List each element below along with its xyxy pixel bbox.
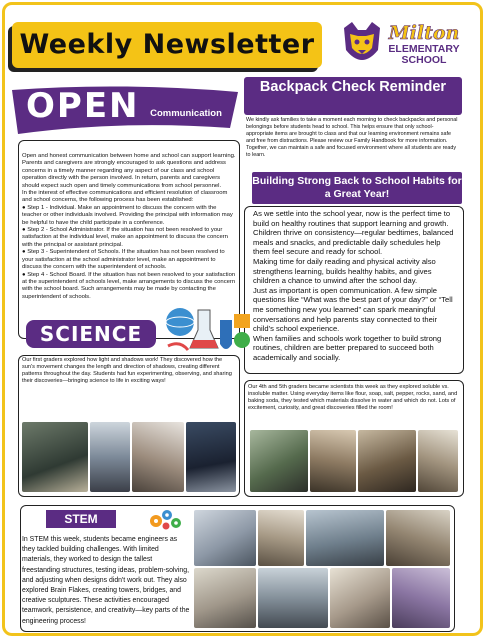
school-subtitle-logo: ELEMENTARY SCHOOL (388, 43, 460, 66)
open-paragraph: Open and honest communication between home and school can support learning. Parents and caregivers are strongly encouraged to ask questions and address concerns in a timely manner regarding any aspect of our class and school operation directly with the person involved. In return, parents and caregivers should expect such open and timely communications from school personnel. (22, 153, 236, 189)
first-grade-text: Our first graders explored how light and shadows work! They discovered how the sun's movement changes the length and direction of shadows, creating different patterns throughout the day. Students had fun experimenting, observing, and sharing their discoveries—bringing science to life in exciting ways! (22, 357, 232, 385)
science-photo (358, 430, 416, 492)
open-step: ● Step 3 - Superintendent of Schools. If the situation has not been resolved to your satisfaction at the school administrator level, make an appointment to discuss the concern with the superintendent of schools. (22, 249, 225, 271)
science-photo (186, 422, 236, 492)
communication-tag: Communication (150, 108, 222, 119)
stem-photo (386, 510, 450, 566)
habits-paragraph: Making time for daily reading and physical activity also strengthens learning, builds healthy habits, and gives children a chance to unwind after the school day. (253, 256, 436, 286)
stem-photo (306, 510, 384, 566)
habits-text (253, 209, 458, 363)
backpack-text: We kindly ask families to take a moment each morning to check backpacks and personal belongings before students head to school. This helps ensure that only school-appropriate items are brought to class and that our learning environment remains safe and free from distractions. Please review our Family Handbook for more information. Together, we can maintain a safe and focused environment where all students are ready to learn. (246, 117, 458, 158)
habits-paragraph: As we settle into the school year, now is the perfect time to build on healthy routines that support learning and growth. Children thrive on consistency—regular bedtimes, balanced meals and snacks, and predictable daily schedules help them feel secure and ready for school. (253, 209, 454, 257)
stem-photo (258, 510, 304, 566)
habits-heading: Building Strong Back to School Habits for a Great Year! (252, 175, 462, 200)
stem-photo (194, 510, 256, 566)
stem-photo (330, 568, 390, 628)
science-photo (250, 430, 308, 492)
upper-grade-text: Our 4th and 5th graders became scientists this week as they explored soluble vs. insoluble matter. Using everyday items like flour, soap, salt, pepper, rocks, sand, and baking soda, they tested which materials dissolve in water and which do not. Lots of excitement, curiosity, and great discoveries filled the room! (248, 384, 458, 412)
science-photo (90, 422, 130, 492)
science-photo (418, 430, 458, 492)
science-clipart-icon (160, 300, 255, 356)
habits-paragraph: When families and schools work together to build strong routines, children are better prepared to succeed both academically and socially. (253, 333, 442, 362)
stem-heading: STEM (64, 512, 98, 526)
backpack-heading: Backpack Check Reminder (259, 79, 447, 95)
gears-icon (148, 507, 182, 531)
open-step: ● Step 2 - School Administrator. If the situation has not been resolved to your satisfaction at the individual level, make an appointment to discuss the concern with the principal or assistant principal. (22, 227, 228, 248)
newsletter-title: Weekly Newsletter (19, 29, 315, 60)
science-photo (22, 422, 88, 492)
open-paragraph: In the interest of effective communications and efficient resolution of classroom and school concerns, the following process has been established: (22, 190, 228, 204)
stem-photo (258, 568, 328, 628)
school-mascot-logo-icon (338, 20, 386, 70)
stem-photo (194, 568, 256, 628)
open-step: ● Step 1 - Individual. Make an appointment to discuss the concern with the teacher or other individuals involved. Providing the principal with information may be helpful to have the child participate in a conference. (22, 204, 233, 226)
science-photo (132, 422, 184, 492)
stem-text: In STEM this week, students became engineers as they tackled building challenges. With limited materials, they worked to design the tallest freestanding structures, testing ideas, problem-solving, and adjusting when designs didn't work out. They also explored Brain Flakes, creating towers, bridges, and creative sculptures. These activities encouraged teamwork, persistence, and creativity—key parts of the engineering process! (22, 536, 190, 625)
habits-paragraph: Just as important is open communication. A few simple questions like “What was the best part of your day?” or “Tell me something new you learned” can spark meaningful conversations and help parents stay connected to their child's school experience. (253, 285, 453, 334)
school-name-logo: Milton (388, 22, 460, 44)
science-photo (310, 430, 356, 492)
open-communication-text (22, 153, 236, 301)
open-step: ● Step 4 - School Board. If the situation has not been resolved to your satisfaction at the superintendent of schools level, make arrangements to discuss the concern with the school board. Such arrangements may be made by contacting the superintendent of schools. (22, 271, 236, 300)
stem-photo (392, 568, 450, 628)
open-banner-title: OPEN (26, 86, 140, 126)
science-heading: SCIENCE (39, 322, 143, 346)
